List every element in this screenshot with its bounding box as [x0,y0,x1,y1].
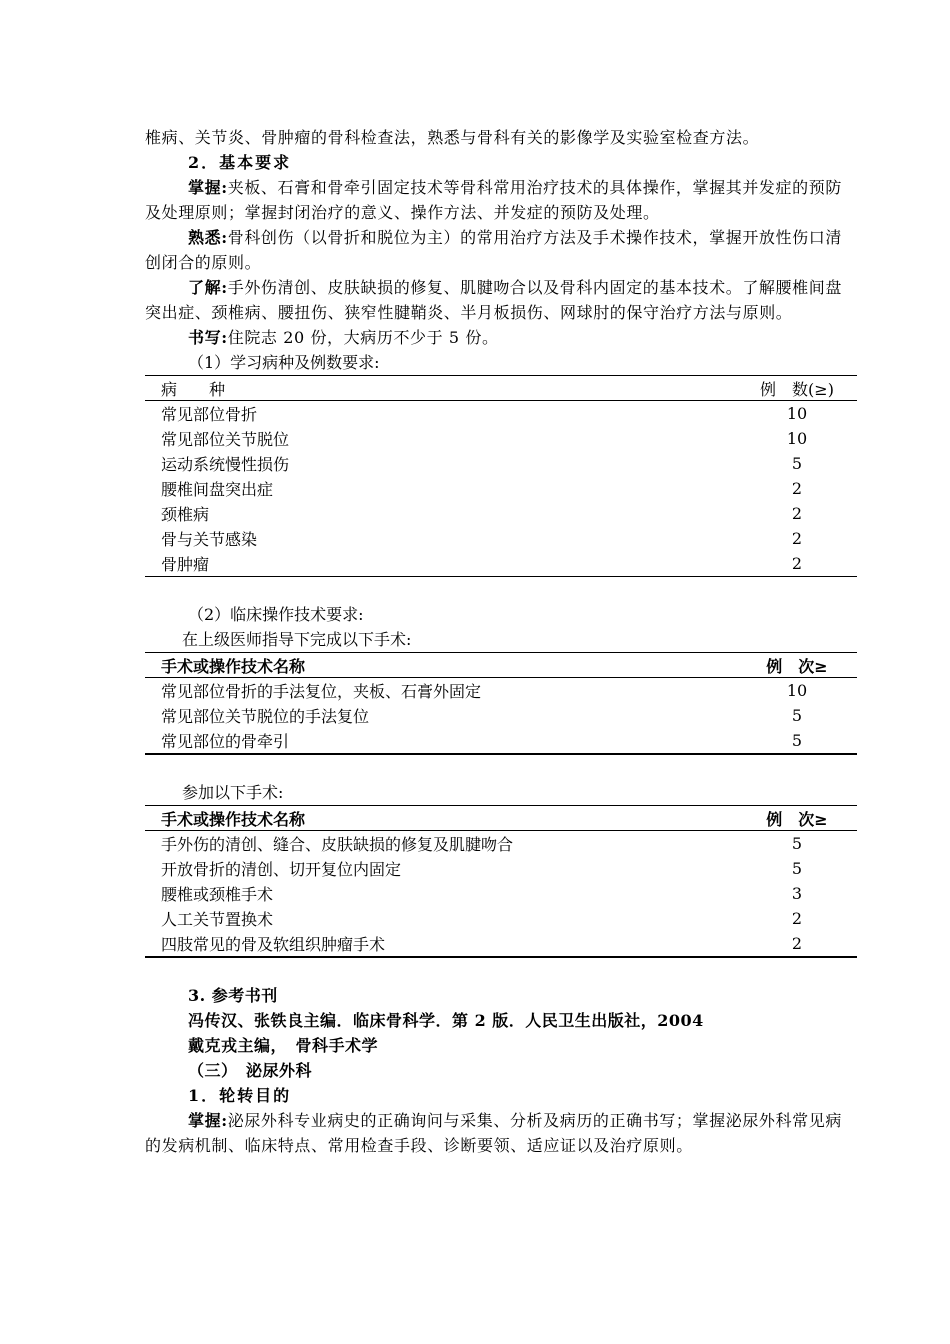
cell-name: 开放骨折的清创、切开复位内固定 [161,860,402,879]
column-header-name: 病 种 [145,376,737,401]
table-row [145,906,857,931]
writing-text: 住院志 20 份，大病历不少于 5 份。 [227,328,499,347]
operations-under-guidance-table [145,652,857,755]
understand-paragraph [145,275,857,325]
familiar-text: 骨科创伤（以骨折和脱位为主）的常用治疗方法及手术操作技术，掌握开放性伤口清创闭合的原则。 [145,228,842,272]
cell-count: 2 [791,909,803,928]
master-text: 夹板、石膏和骨牵引固定技术等骨科常用治疗技术的具体操作，掌握其并发症的预防及处理原则；掌握封闭治疗的意义、操作方法、并发症的预防及处理。 [145,178,842,222]
section-heading-urology: （三） 泌尿外科 [188,1061,313,1080]
table2-caption: （2）临床操作技术要求: [188,605,364,624]
familiar-label: 熟悉: [188,228,228,247]
cell-name: 骨肿瘤 [145,551,737,577]
cell-count: 10 [786,404,808,423]
table-row [145,401,857,427]
familiar-paragraph [145,225,857,275]
cell-name: 腰椎或颈椎手术 [161,885,274,904]
cell-name: 常见部位骨折的手法复位，夹板、石膏外固定 [161,682,482,701]
cell-name: 四肢常见的骨及软组织肿瘤手术 [145,931,737,957]
table-row [145,831,857,857]
cell-count: 3 [791,884,803,903]
understand-text: 手外伤清创、皮肤缺损的修复、肌腱吻合以及骨科内固定的基本技术。了解腰椎间盘突出症、颈椎病、腰扭伤、狭窄性腱鞘炎、半月板损伤、网球肘的保守治疗方法与原则。 [145,278,842,322]
table-row [145,728,857,754]
table-row [145,881,857,906]
rotation-purpose-heading: 1．轮转目的 [188,1086,292,1105]
intro-tail-paragraph: 椎病、关节炎、骨肿瘤的骨科检查法，熟悉与骨科有关的影像学及实验室检查方法。 [145,128,760,147]
master-paragraph [145,175,857,225]
table-row [145,501,857,526]
cell-name: 腰椎间盘突出症 [161,480,274,499]
cell-name: 常见部位骨折 [161,405,258,424]
cell-count: 2 [737,931,857,957]
urology-master-label: 掌握: [188,1111,228,1130]
cell-count: 5 [791,834,803,853]
column-header-count: 例 数(≥) [737,376,857,401]
table-row [145,551,857,577]
writing-paragraph [145,325,857,350]
cell-name: 运动系统慢性损伤 [161,455,290,474]
table-header-row [145,653,857,678]
cell-name: 颈椎病 [161,505,210,524]
understand-label: 了解: [188,278,228,297]
urology-master-text: 泌尿外科专业病史的正确询问与采集、分析及病历的正确书写；掌握泌尿外科常见病的发病机制、临床特点、常用检查手段、诊断要领、适应证以及治疗原则。 [145,1111,842,1155]
cell-name: 手外伤的清创、缝合、皮肤缺损的修复及肌腱吻合 [161,835,514,854]
urology-master-paragraph [145,1108,857,1158]
cell-name: 常见部位关节脱位的手法复位 [161,707,370,726]
column-header-count: 例 次≥ [737,806,857,831]
cell-count: 5 [791,859,803,878]
table-header-row [145,376,857,401]
table-row [145,451,857,476]
table2-subcaption: 在上级医师指导下完成以下手术: [182,630,412,649]
cell-name: 常见部位的骨牵引 [145,728,737,754]
master-label: 掌握: [188,178,228,197]
cell-count: 5 [791,454,803,473]
cell-count: 5 [791,706,803,725]
reference-item: 戴克戎主编， 骨科手术学 [188,1036,379,1055]
column-header-name: 手术或操作技术名称 [145,806,737,831]
table-row [145,526,857,551]
references-heading: 3. 参考书刊 [188,986,278,1005]
table-row [145,678,857,704]
cell-count: 2 [737,551,857,577]
table-row [145,476,857,501]
table-row [145,931,857,957]
column-header-count: 例 次≥ [737,653,857,678]
table-header-row [145,806,857,831]
reference-item: 冯传汉、张铁良主编．临床骨科学．第 2 版．人民卫生出版社，2004 [188,1011,704,1030]
cell-name: 骨与关节感染 [161,530,258,549]
writing-label: 书写: [188,328,228,347]
cell-count: 10 [786,681,808,700]
cell-count: 2 [791,479,803,498]
cell-count: 2 [791,529,803,548]
table-row [145,856,857,881]
column-header-name: 手术或操作技术名称 [145,653,737,678]
table-row [145,703,857,728]
document-page [145,125,857,1158]
cell-name: 人工关节置换术 [161,910,274,929]
cell-count: 10 [786,429,808,448]
cell-name: 常见部位关节脱位 [161,430,290,449]
table-row [145,426,857,451]
basic-requirements-heading: 2．基本要求 [188,153,292,172]
participate-operations-table [145,805,857,958]
disease-requirements-table [145,375,857,577]
table1-caption: （1）学习病种及例数要求: [188,353,380,372]
cell-count: 2 [791,504,803,523]
cell-count: 5 [737,728,857,754]
table3-caption: 参加以下手术: [182,783,284,802]
